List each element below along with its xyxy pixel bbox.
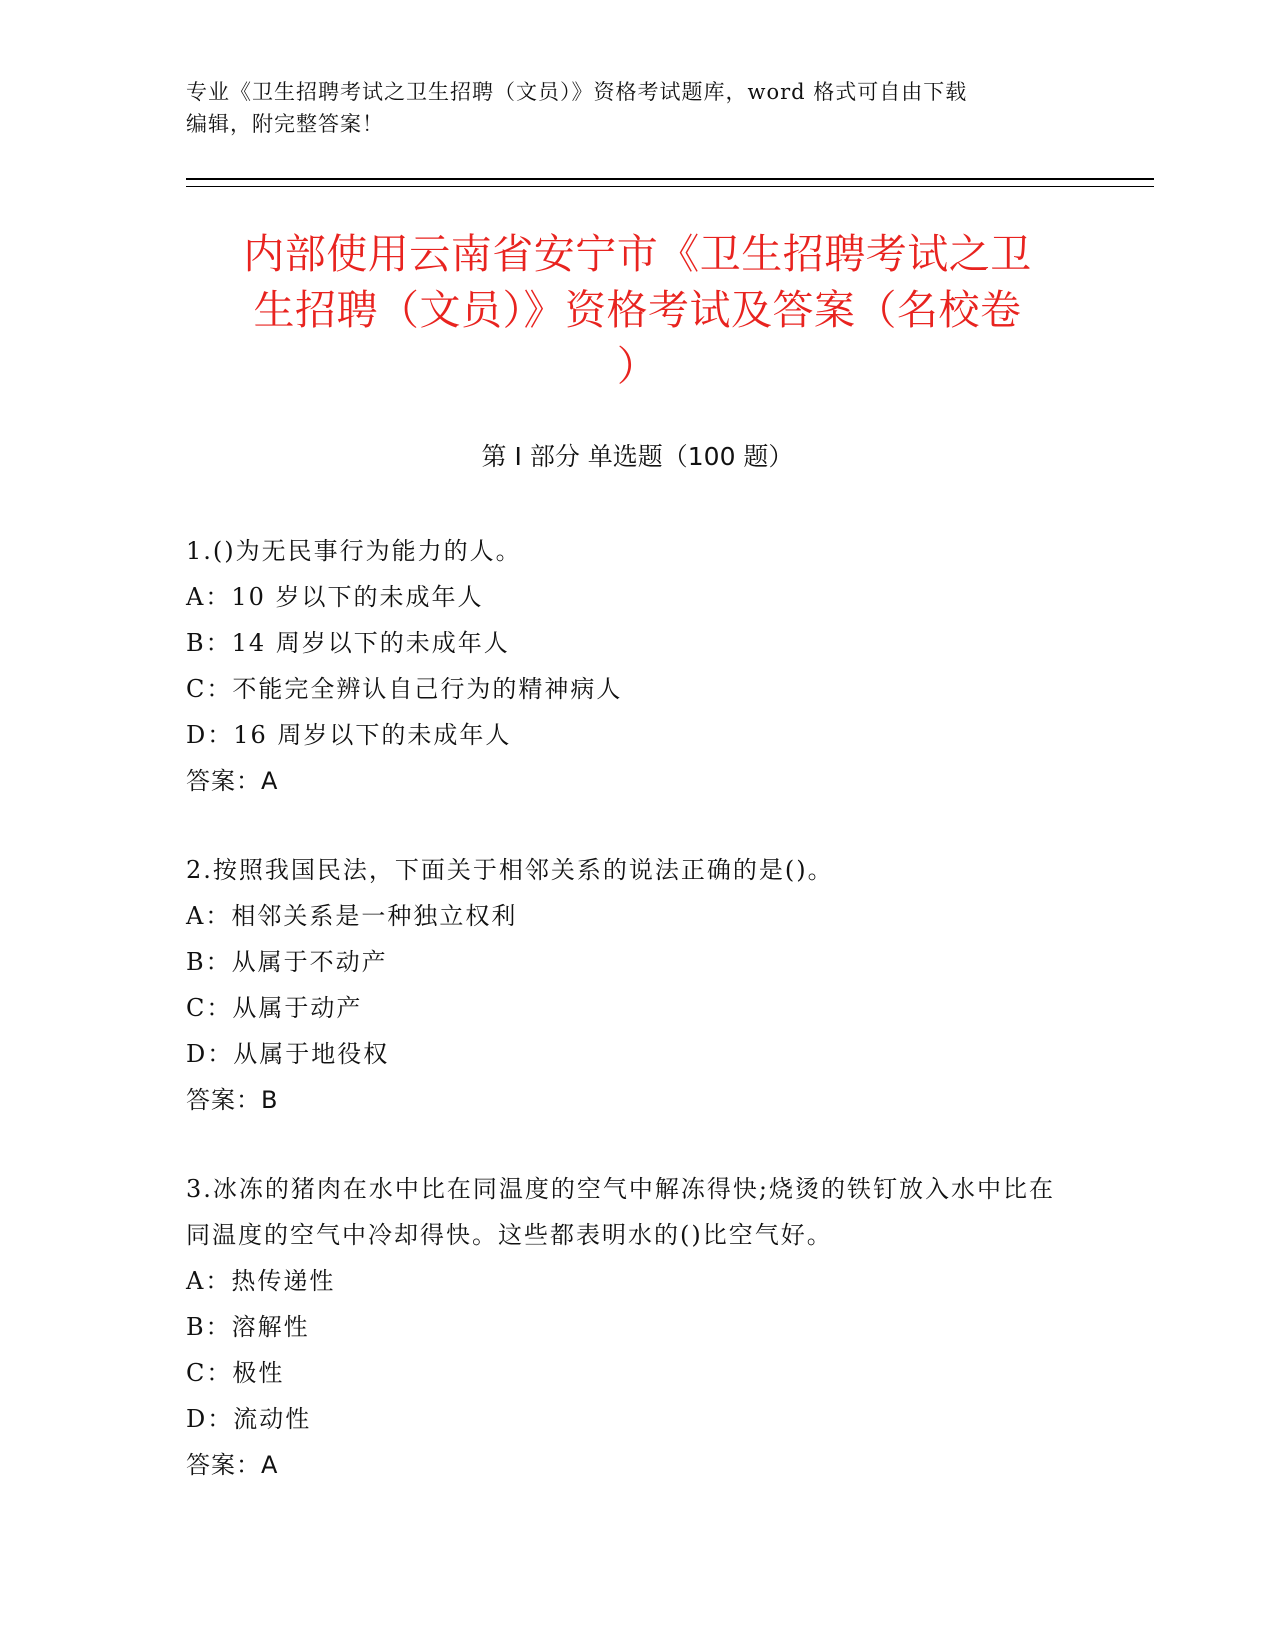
header-note-line-2: 编辑，附完整答案！ [186, 112, 384, 136]
option-b: B：溶解性 [186, 1313, 310, 1341]
question-list [186, 528, 1076, 1531]
question-stem: 1.()为无民事行为能力的人。 [186, 537, 522, 565]
option-a: A：相邻关系是一种独立权利 [186, 902, 518, 930]
option-c: C：不能完全辨认自己行为的精神病人 [186, 675, 623, 703]
section-title: 第 I 部分 单选题（100 题） [481, 442, 794, 471]
header-divider-thick [186, 178, 1154, 180]
option-a: A：10 岁以下的未成年人 [186, 583, 484, 611]
question-stem: 3.冰冻的猪肉在水中比在同温度的空气中解冻得快;烧烫的铁钉放入水中比在同温度的空气中冷却得快。这些都表明水的()比空气好。 [186, 1175, 1055, 1249]
option-b: B：从属于不动产 [186, 948, 388, 976]
document-title-line-3: ） [616, 342, 659, 390]
header-note [186, 76, 1066, 140]
option-d: D：流动性 [186, 1405, 312, 1433]
option-d: D：从属于地役权 [186, 1040, 390, 1068]
document-title [190, 226, 1085, 394]
question-stem: 2.按照我国民法，下面关于相邻关系的说法正确的是()。 [186, 856, 834, 884]
question-2 [186, 847, 1076, 1123]
document-title-line-1: 内部使用云南省安宁市《卫生招聘考试之卫 [243, 230, 1032, 278]
header-note-line-1: 专业《卫生招聘考试之卫生招聘（文员）》资格考试题库，word 格式可自由下载 [186, 80, 968, 104]
option-c: C：从属于动产 [186, 994, 363, 1022]
header-divider-thin [186, 186, 1154, 187]
option-b: B：14 周岁以下的未成年人 [186, 629, 510, 657]
document-title-line-2: 生招聘（文员）》资格考试及答案（名校卷 [253, 286, 1022, 334]
answer: 答案：A [186, 1451, 279, 1479]
question-3 [186, 1166, 1076, 1488]
question-1 [186, 528, 1076, 804]
answer: 答案：B [186, 1086, 279, 1114]
answer: 答案：A [186, 767, 279, 795]
option-d: D：16 周岁以下的未成年人 [186, 721, 512, 749]
option-a: A：热传递性 [186, 1267, 336, 1295]
option-c: C：极性 [186, 1359, 285, 1387]
